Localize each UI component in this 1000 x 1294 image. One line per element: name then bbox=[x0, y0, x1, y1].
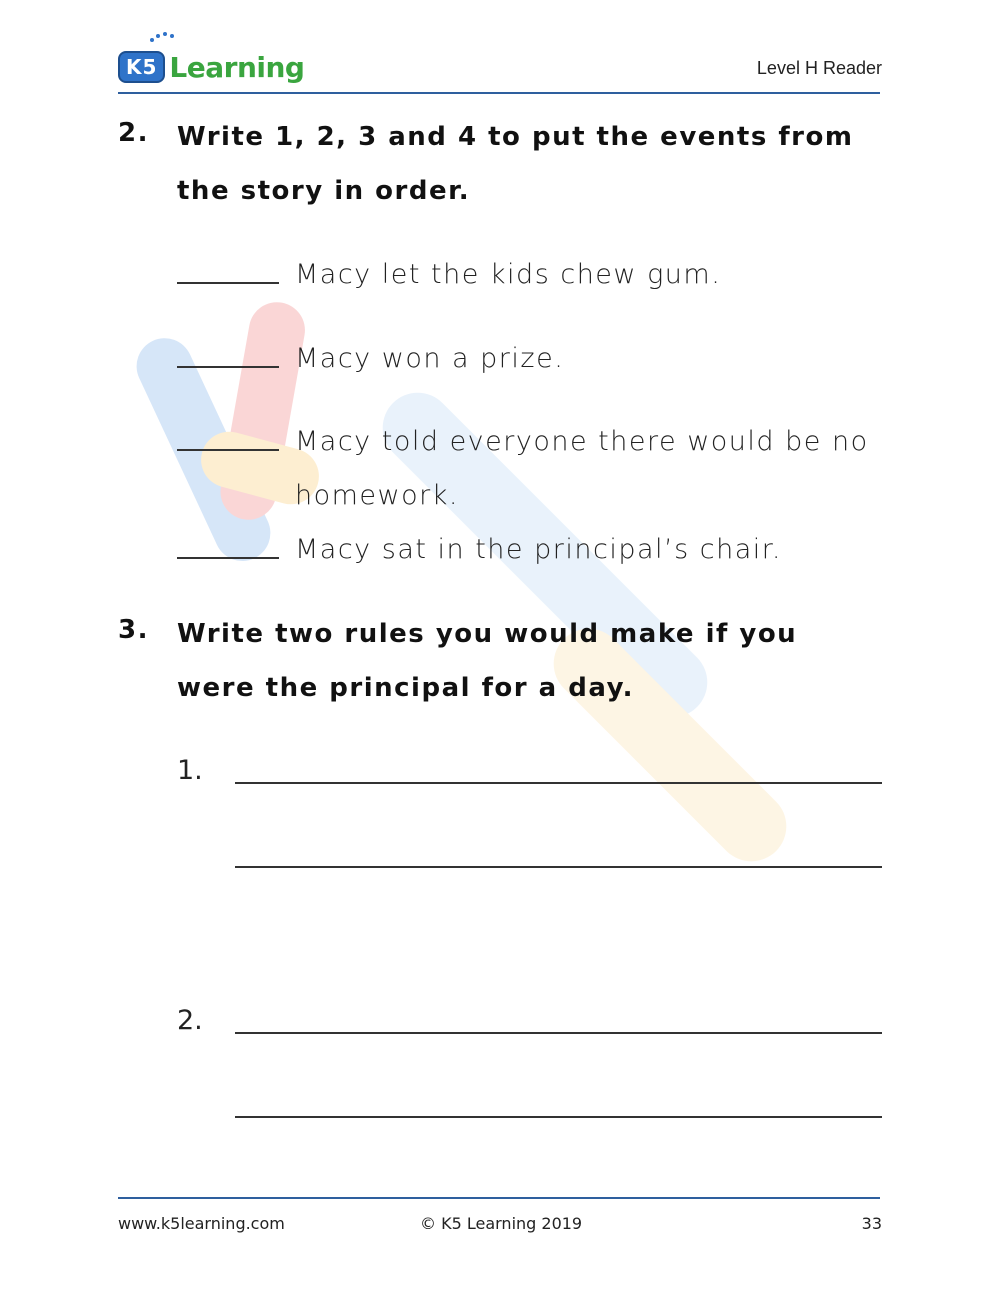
answer-blank-2[interactable] bbox=[177, 332, 279, 368]
header-divider bbox=[118, 92, 880, 94]
rule-2-line-1[interactable] bbox=[235, 1032, 882, 1034]
order-item-2 bbox=[177, 332, 882, 386]
logo-stars-icon bbox=[118, 30, 178, 44]
question-3-number: 3. bbox=[118, 615, 149, 645]
footer-divider bbox=[118, 1197, 880, 1199]
rule-number-2: 2. bbox=[177, 1005, 203, 1036]
order-item-3 bbox=[177, 415, 882, 523]
k5-learning-logo bbox=[118, 44, 304, 90]
order-item-text: Macy won a prize. bbox=[295, 343, 565, 374]
rule-1-line-2[interactable] bbox=[235, 866, 882, 868]
order-item-text: Macy let the kids chew gum. bbox=[295, 259, 722, 290]
rule-1-line-1[interactable] bbox=[235, 782, 882, 784]
header-level-label: Level H Reader bbox=[756, 58, 882, 78]
logo-word: Learning bbox=[169, 50, 305, 84]
answer-blank-4[interactable] bbox=[177, 523, 279, 559]
footer-website: www.k5learning.com bbox=[118, 1214, 285, 1233]
order-item-text: Macy told everyone there would be no homework. bbox=[295, 426, 869, 511]
footer-copyright: © K5 Learning 2019 bbox=[420, 1214, 583, 1233]
order-item-4 bbox=[177, 523, 882, 577]
rule-number-1: 1. bbox=[177, 755, 203, 786]
order-item-1 bbox=[177, 248, 882, 302]
logo-badge: K5 bbox=[118, 51, 165, 83]
question-2-number: 2. bbox=[118, 118, 149, 148]
question-2-text: Write 1, 2, 3 and 4 to put the events from the story in order. bbox=[177, 122, 854, 206]
answer-blank-1[interactable] bbox=[177, 248, 279, 284]
footer-page-number: 33 bbox=[861, 1214, 882, 1233]
rule-2-line-2[interactable] bbox=[235, 1116, 882, 1118]
order-item-text: Macy sat in the principal’s chair. bbox=[295, 534, 782, 565]
answer-blank-3[interactable] bbox=[177, 415, 279, 451]
question-3-text: Write two rules you would make if you were the principal for a day. bbox=[177, 619, 798, 703]
